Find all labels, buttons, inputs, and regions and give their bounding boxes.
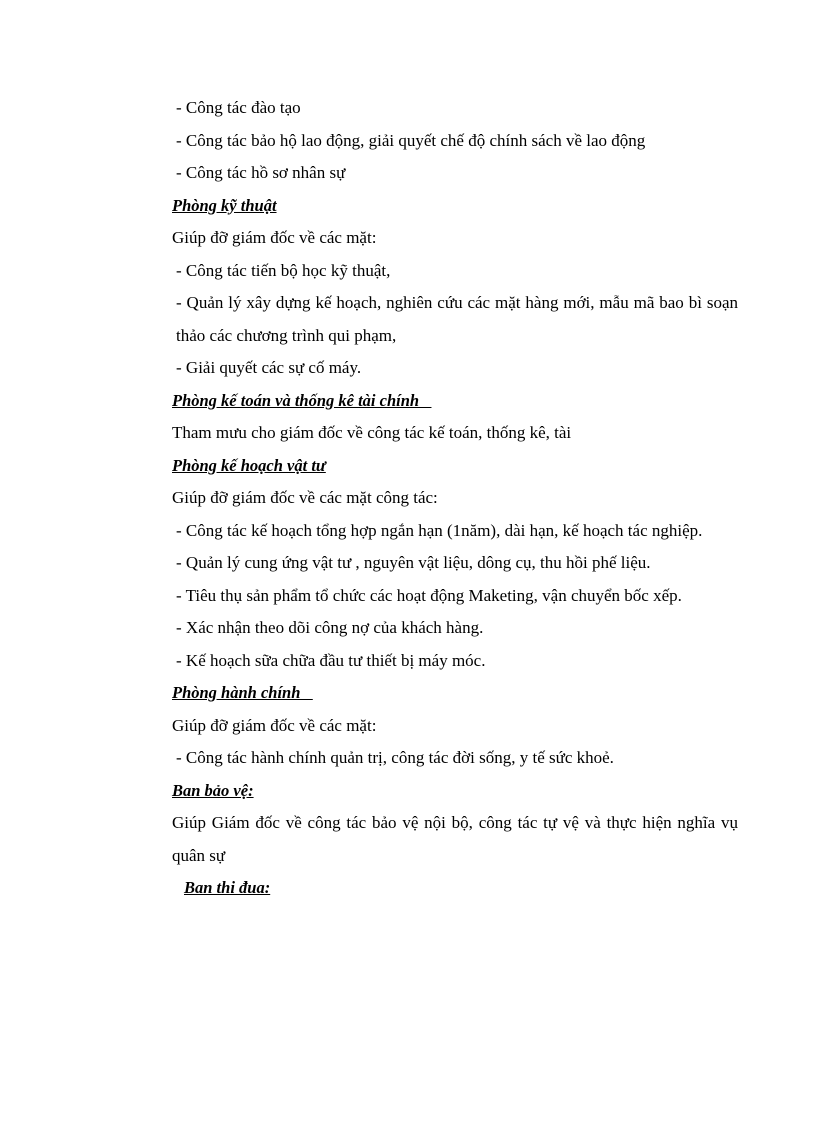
list-item: - Quản lý xây dựng kế hoạch, nghiên cứu các mặt hàng mới, mẫu mã bao bì soạn thảo các chương trình qui phạm, xyxy=(176,293,738,345)
list-item: - Công tác kế hoạch tổng hợp ngắn hạn (1năm), dài hạn, kế hoạch tác nghiệp. xyxy=(176,520,703,540)
document-page xyxy=(172,92,738,905)
list-item: - Công tác bảo hộ lao động, giải quyết chế độ chính sách về lao động xyxy=(176,130,646,150)
section-heading-emulation: Ban thi đua: xyxy=(184,878,271,897)
section-intro-admin: Giúp đỡ giám đốc về các mặt: xyxy=(172,715,377,735)
section-intro-planning: Giúp đỡ giám đốc về các mặt công tác: xyxy=(172,488,438,507)
list-item: - Công tác tiến bộ học kỹ thuật, xyxy=(176,260,391,280)
section-text-security: Giúp Giám đốc về công tác bảo vệ nội bộ, công tác tự vệ và thực hiện nghĩa vụ quân sự xyxy=(172,813,738,865)
list-item: - Xác nhận theo dõi công nợ của khách hàng. xyxy=(176,618,484,637)
list-item: - Quản lý cung ứng vật tư , nguyên vật liệu, dông cụ, thu hồi phế liệu. xyxy=(176,553,651,572)
list-item: - Công tác hành chính quản trị, công tác đời sống, y tế sức khoẻ. xyxy=(176,748,614,767)
list-item: - Giải quyết các sự cố máy. xyxy=(176,358,362,377)
section-heading-technical: Phòng kỹ thuật xyxy=(172,195,277,215)
list-item: - Công tác hồ sơ nhân sự xyxy=(176,163,346,182)
section-heading-accounting: Phòng kế toán và thống kê tài chính xyxy=(172,390,432,410)
list-item: - Tiêu thụ sản phẩm tổ chức các hoạt động Maketing, vận chuyển bốc xếp. xyxy=(176,585,682,605)
section-heading-security: Ban bảo vệ: xyxy=(172,780,254,800)
section-intro-accounting: Tham mưu cho giám đốc về công tác kế toán, thống kê, tài xyxy=(172,423,572,442)
section-heading-admin: Phòng hành chính xyxy=(172,683,313,702)
list-item: - Kế hoạch sữa chữa đầu tư thiết bị máy móc. xyxy=(176,650,486,670)
section-heading-planning: Phòng kế hoạch vật tư xyxy=(172,455,326,475)
section-intro-technical: Giúp đỡ giám đốc về các mặt: xyxy=(172,228,377,247)
list-item: - Công tác đào tạo xyxy=(176,98,301,117)
